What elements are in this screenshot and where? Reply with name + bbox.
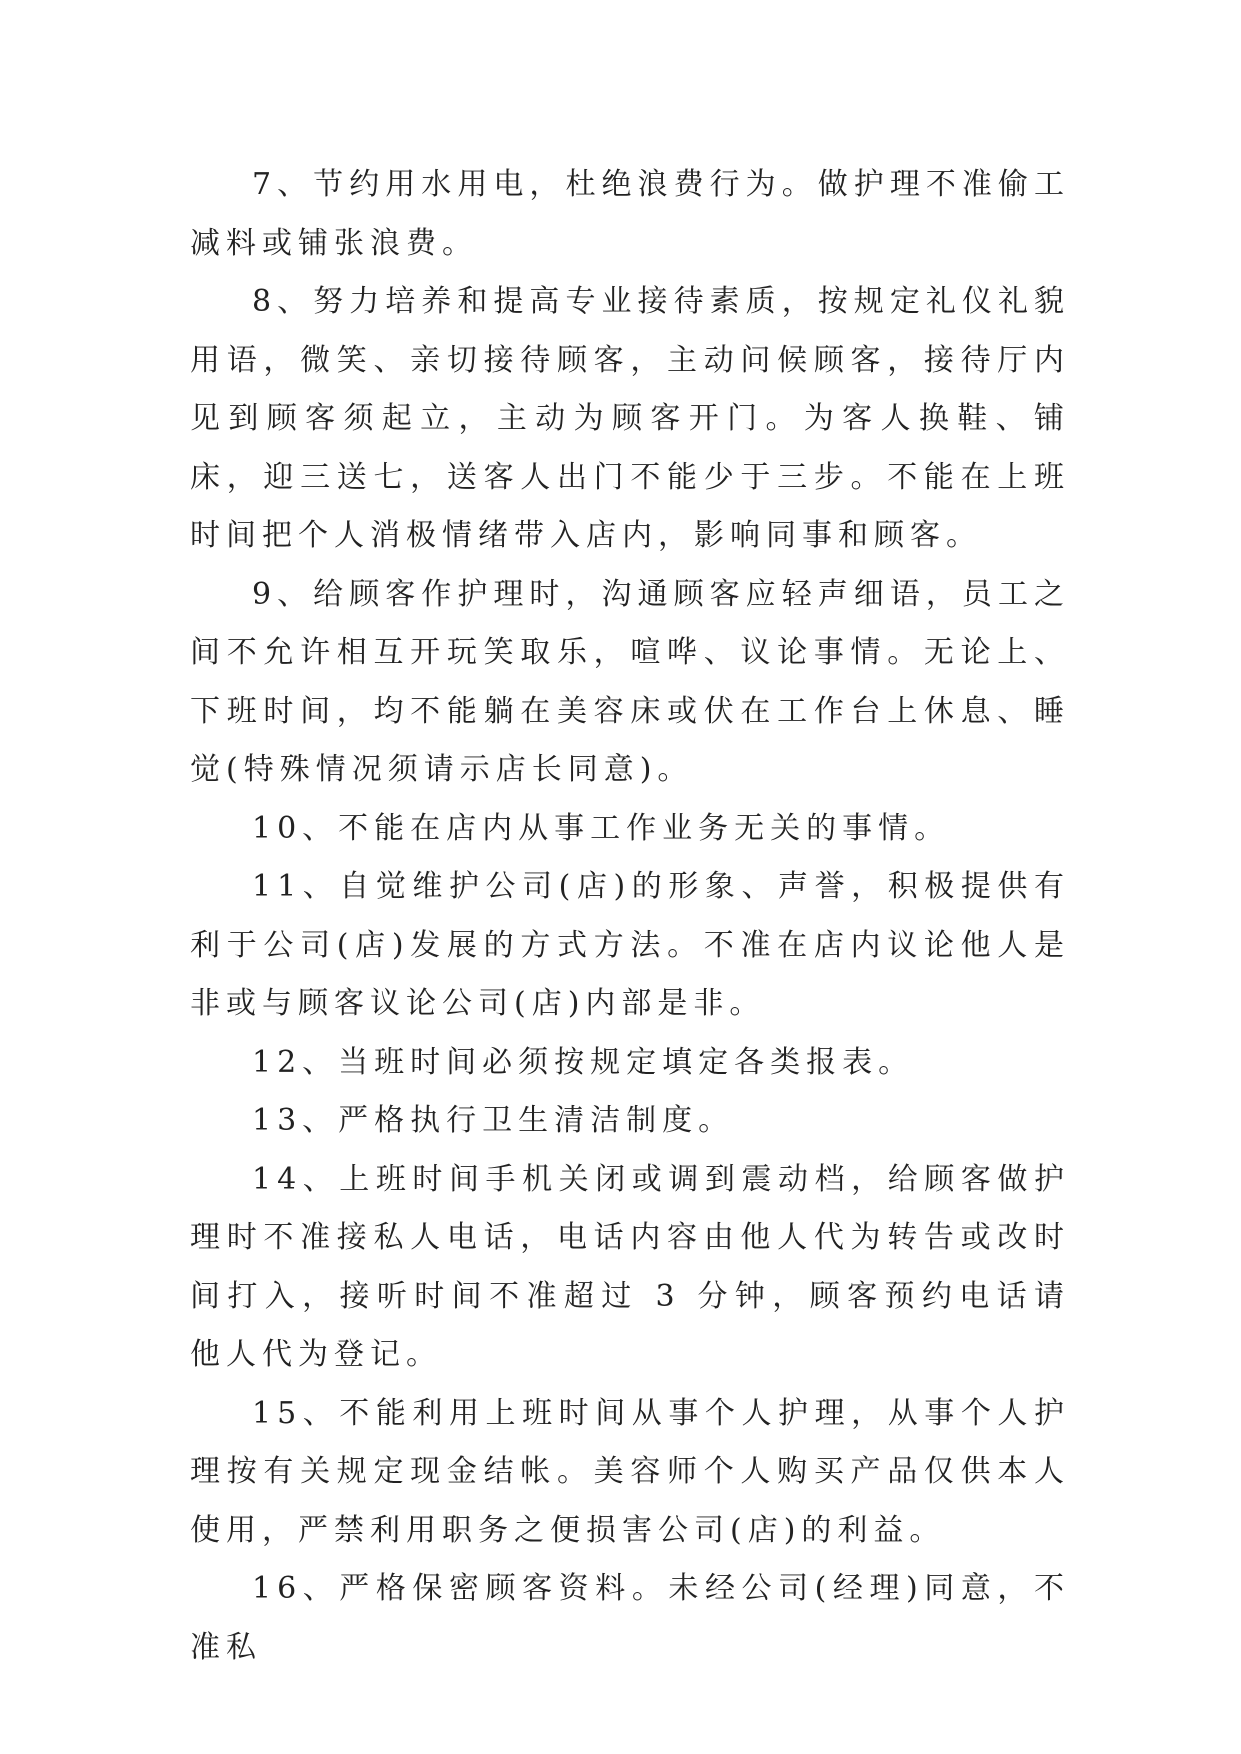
paragraph-rule-9: 9、给顾客作护理时，沟通顾客应轻声细语，员工之间不允许相互开玩笑取乐，喧哗、议论事情。无论上、下班时间，均不能躺在美容床或伏在工作台上休息、睡觉(特殊情况须请示店长同意)。 [190,576,1070,787]
paragraph-rule-16: 16、严格保密顾客资料。未经公司(经理)同意，不准私 [190,1571,1070,1665]
paragraph-rule-14: 14、上班时间手机关闭或调到震动档，给顾客做护理时不准接私人电话，电话内容由他人代为转告或改时间打入，接听时间不准超过 3 分钟，顾客预约电话请他人代为登记。 [190,1161,1070,1372]
paragraph-rule-11: 11、自觉维护公司(店)的形象、声誉，积极提供有利于公司(店)发展的方式方法。不准在店内议论他人是非或与顾客议论公司(店)内部是非。 [190,869,1070,1021]
paragraph-rule-8: 8、努力培养和提高专业接待素质，按规定礼仪礼貌用语，微笑、亲切接待顾客，主动问候顾客，接待厅内见到顾客须起立，主动为顾客开门。为客人换鞋、铺床，迎三送七，送客人出门不能少于三步。不能在上班时间把个人消极情绪带入店内，影响同事和顾客。 [190,284,1070,553]
paragraph-rule-13: 13、严格执行卫生清洁制度。 [252,1103,735,1138]
paragraph-rule-12: 12、当班时间必须按规定填定各类报表。 [252,1044,915,1080]
paragraph-rule-10: 10、不能在店内从事工作业务无关的事情。 [252,810,951,846]
paragraph-rule-15: 15、不能利用上班时间从事个人护理，从事个人护理按有关规定现金结帐。美容师个人购买产品仅供本人使用，严禁利用职务之便损害公司(店)的利益。 [190,1395,1070,1548]
paragraph-rule-7: 7、节约用水用电，杜绝浪费行为。做护理不准偷工减料或铺张浪费。 [190,167,1070,261]
document-body [190,156,1070,1677]
